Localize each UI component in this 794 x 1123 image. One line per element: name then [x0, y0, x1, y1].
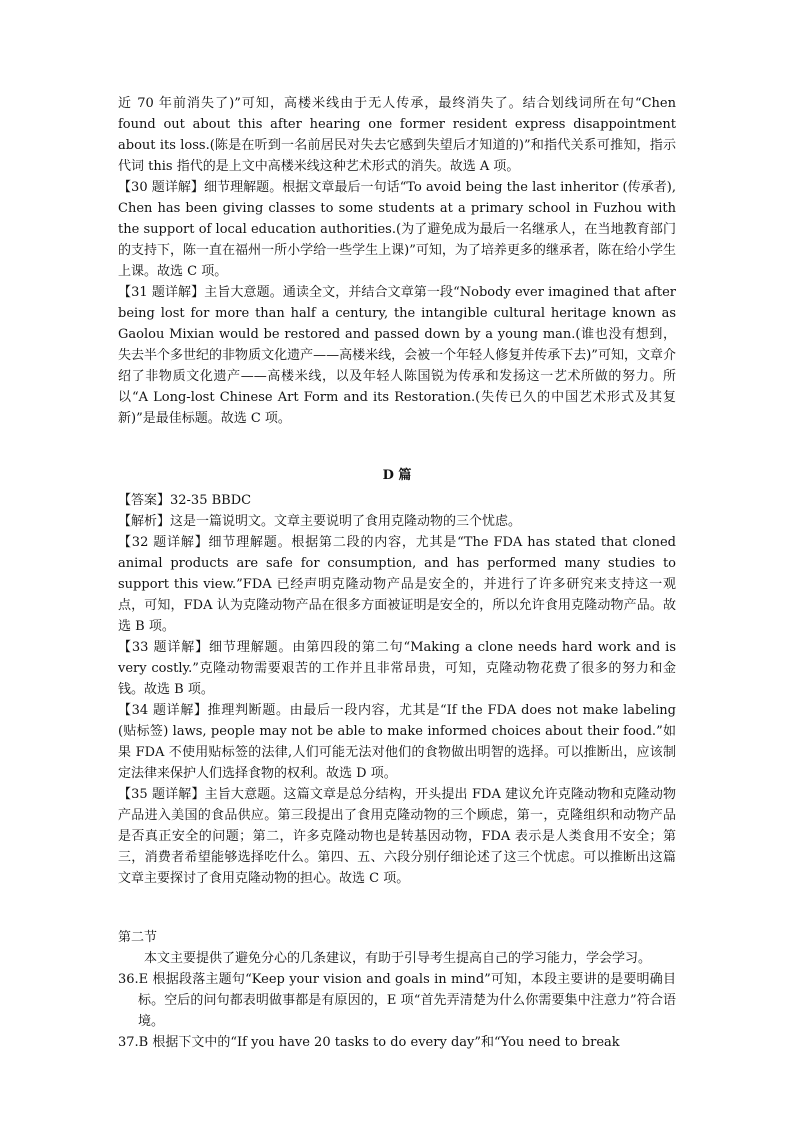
paragraph-q34: 【34 题详解】推理判断题。由最后一段内容，尤其是“If the FDA does not make labeling (贴标签) laws, people may not be able to make informed choices about their food.”如果 FDA 不使用贴标签的法律,人们可能无法对他们的食物做出明智的选择。可以推断出，应该制定法律来保护人们选择食物的权利。故选 D 项。: [118, 703, 676, 781]
answer-line: 【答案】32-35 BBDC: [118, 493, 252, 508]
paragraph-q35: 【35 题详解】主旨大意题。这篇文章是总分结构，开头提出 FDA 建议允许克隆动物和克隆动物产品进入美国的食品供应。第三段提出了食用克隆动物的三个顾虑，第一，克隆组织和动物产品是否真正安全的问题；第二，许多克隆动物也是转基因动物，FDA 表示是人类食用不安全；第三，消费者希望能够选择吃什么。第四、五、六段分别仔细论述了这三个忧虑。可以推断出这篇文章主要探讨了食用克隆动物的担心。故选 C 项。: [118, 787, 676, 886]
paragraph-q33: 【33 题详解】细节理解题。由第四段的第二句“Making a clone needs hard work and is very costly.”克隆动物需要艰苦的工作并且非常昂贵，可知，克隆动物花费了很多的努力和金钱。故选 B 项。: [118, 640, 676, 697]
analysis-line: 【解析】这是一篇说明文。文章主要说明了食用克隆动物的三个忧虑。: [118, 514, 522, 529]
spacer: [118, 429, 676, 443]
item-q36: 36.E 根据段落主题句“Keep your vision and goals in mind”可知，本段主要讲的是要明确目标。空后的问句都表明做事都是有原因的，E 项“首先弄清楚为什么你需要集中注意力”符合语境。: [118, 972, 676, 1029]
section2-heading: 第二节: [118, 930, 158, 945]
paragraph-c-continued: 近 70 年前消失了)”可知，高楼米线由于无人传承，最终消失了。结合划线词所在句“Chen found out about this after hearing one former resident express disappointment about its loss.(陈是在听到一名前居民对失去它感到失望后才知道的)”和指代关系可推知，指示代词 this 指代的是上文中高楼米线这种艺术形式的消失。故选 A 项。: [118, 96, 676, 174]
section-title-d: D 篇: [382, 468, 412, 483]
paragraph-q32: 【32 题详解】细节理解题。根据第二段的内容，尤其是“The FDA has stated that cloned animal products are safe for consumption, and has performed many studies to support this view.”FDA 已经声明克隆动物产品是安全的，并进行了许多研究来支持这一观点，可知，FDA 认为克隆动物产品在很多方面被证明是安全的，所以允许食用克隆动物产品。故选 B 项。: [118, 535, 676, 634]
spacer: [118, 889, 676, 927]
document-page: [118, 93, 676, 1053]
paragraph-q30: 【30 题详解】细节理解题。根据文章最后一句话“To avoid being the last inheritor (传承者), Chen has been giving classes to some students at a primary school in Fuzhou with the support of local education authorities.(为了避免成为最后一名继承人，在当地教育部门的支持下，陈一直在福州一所小学给一些学生上课)”可知，为了培养更多的继承者，陈在给小学生上课。故选 C 项。: [118, 180, 676, 279]
paragraph-q31: 【31 题详解】主旨大意题。通读全文，并结合文章第一段“Nobody ever imagined that after being lost for more than half a century, the intangible cultural heritage known as Gaolou Mixian would be restored and passed down by a young man.(谁也没有想到，失去半个多世纪的非物质文化遗产——高楼米线，会被一个年轻人修复并传承下去)”可知，文章介绍了非物质文化遗产——高楼米线，以及年轻人陈国锐为传承和发扬这一艺术所做的努力。所以“A Long-lost Chinese Art Form and its Restoration.(失传已久的中国艺术形式及其复新)”是最佳标题。故选 C 项。: [118, 285, 676, 426]
section2-intro: 本文主要提供了避免分心的几条建议，有助于引导考生提高自己的学习能力，学会学习。: [144, 951, 652, 966]
item-q37: 37.B 根据下文中的“If you have 20 tasks to do every day”和“You need to break: [118, 1035, 620, 1050]
